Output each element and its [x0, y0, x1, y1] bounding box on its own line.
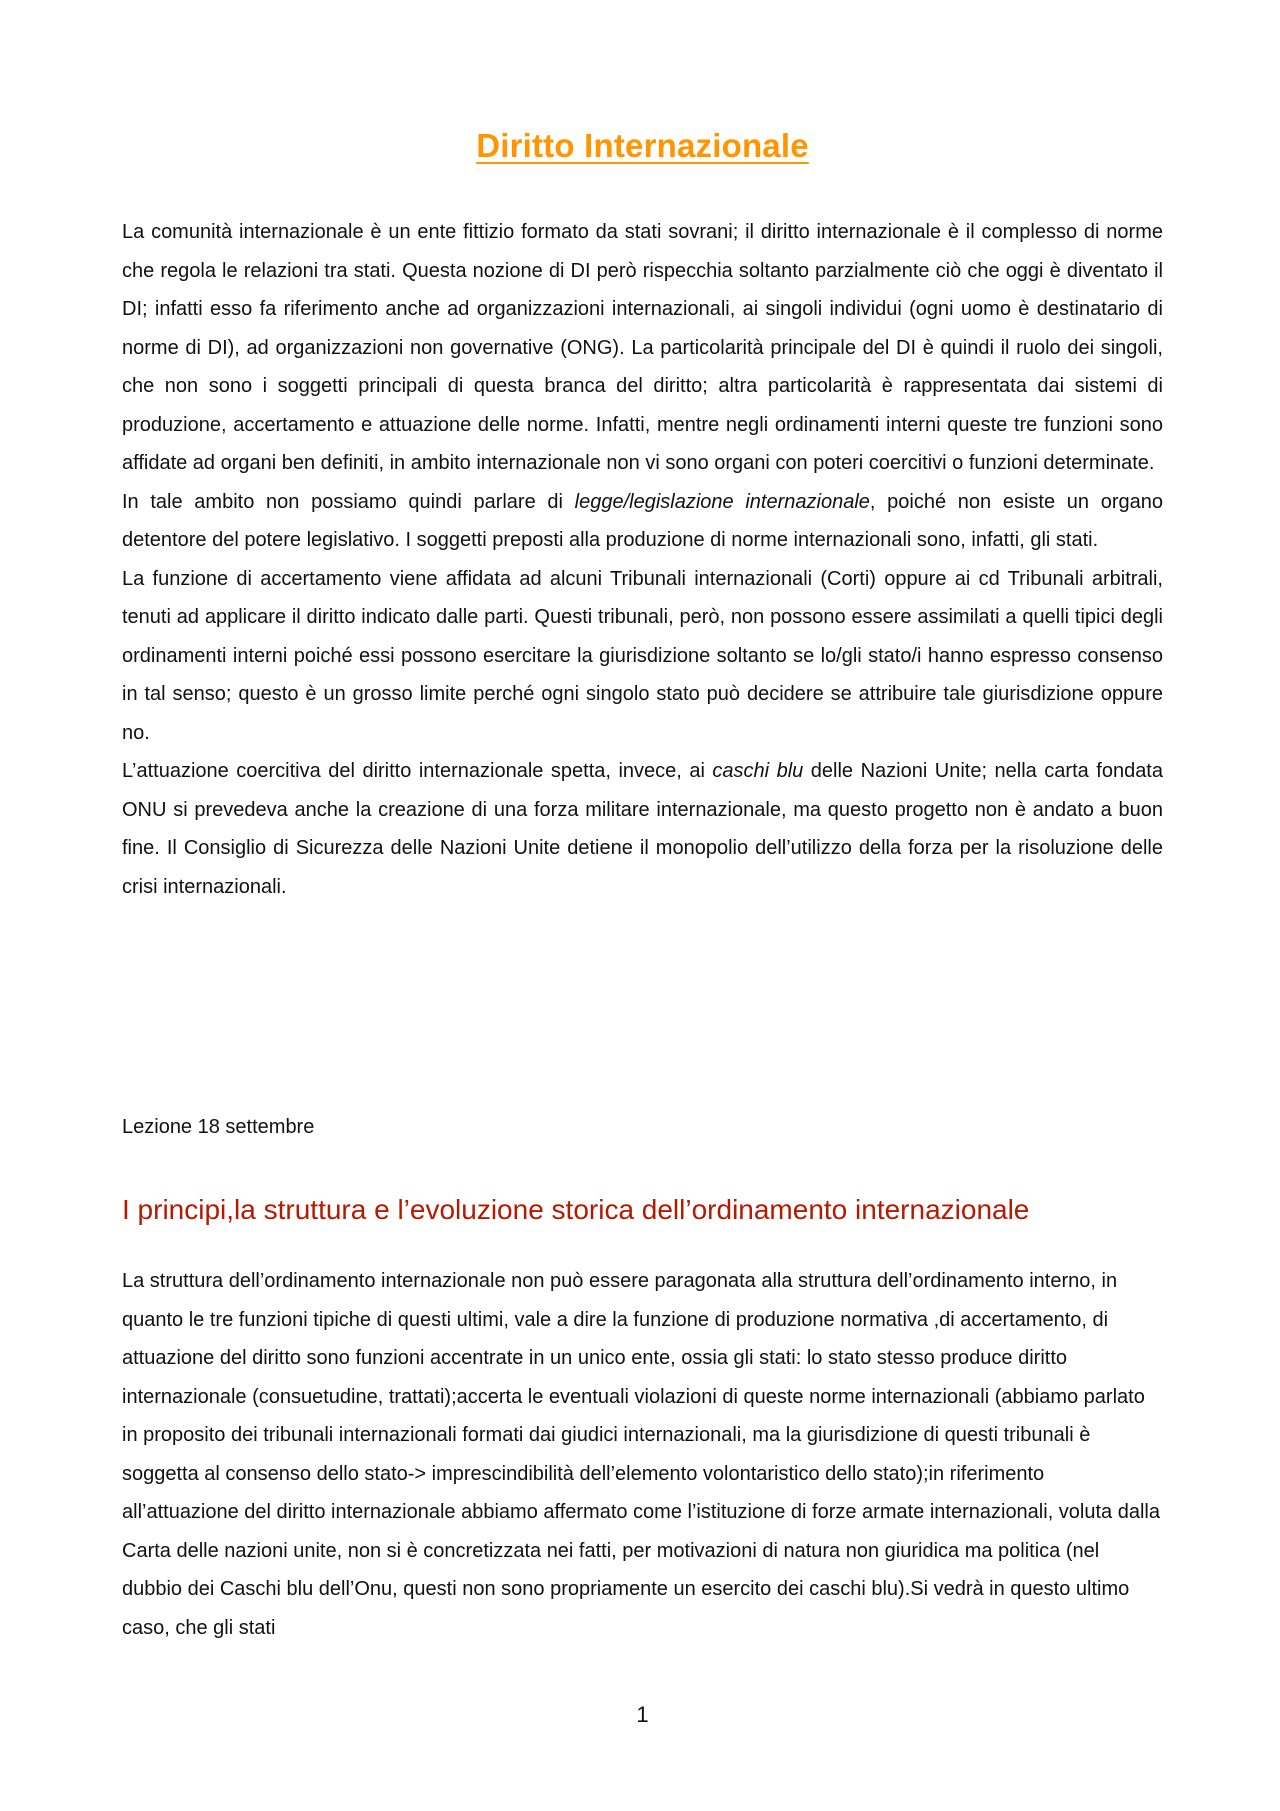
italic-term-legislazione: legge/legislazione internazionale	[574, 490, 870, 513]
intro-paragraph-2	[122, 483, 1163, 560]
text-segment: In tale ambito non possiamo quindi parlare di	[122, 490, 575, 513]
section-body	[122, 1262, 1163, 1647]
section-heading: I principi,la struttura e l’evoluzione storica dell’ordinamento internazionale	[122, 1194, 1030, 1225]
text-segment: La funzione di accertamento viene affidata ad alcuni Tribunali internazionali (Corti) oppure ai cd Tribunali arbitrali, tenuti ad applicare il diritto indicato dalle parti. Questi tribunali, però, non possono essere assimilati a quelli tipici degli ordinamenti interni poiché essi possono esercitare la giurisdizione soltanto se lo/gli stato/i hanno espresso consenso in tal senso; questo è un grosso limite perché ogni singolo stato può decidere se attribuire tale giurisdizione oppure no.	[122, 567, 1163, 744]
document-title: Diritto Internazionale	[476, 127, 809, 164]
intro-section	[122, 213, 1163, 906]
lesson-date: Lezione 18 settembre	[122, 1116, 315, 1138]
intro-paragraph-3	[122, 560, 1163, 753]
section-paragraph-1: La struttura dell’ordinamento internazionale non può essere paragonata alla struttura dell’ordinamento interno, in quanto le tre funzioni tipiche di questi ultimi, vale a dire la funzione di produzione normativa ,di accertamento, di attuazione del diritto sono funzioni accentrate in un unico ente, ossia gli stati: lo stato stesso produce diritto internazionale (consuetudine, trattati);accerta le eventuali violazioni di queste norme internazionali (abbiamo parlato in proposito dei tribunali internazionali formati dai giudici internazionali, ma la giurisdizione di questi tribunali è soggetta al consenso dello stato-> imprescindibilità dell’elemento volontaristico dello stato);in riferimento all’attuazione del diritto internazionale abbiamo affermato come l’istituzione di forze armate internazionali, voluta dalla Carta delle nazioni unite, non si è concretizzata nei fatti, per motivazioni di natura non giuridica ma politica (nel dubbio dei Caschi blu dell’Onu, questi non sono propriamente un esercito dei caschi blu).Si vedrà in questo ultimo caso, che gli stati	[122, 1270, 1160, 1639]
italic-term-caschi-blu: caschi blu	[712, 760, 804, 782]
intro-paragraph-1	[122, 213, 1163, 483]
text-segment: delle Nazioni Unite; nella carta fondata ONU si prevedeva anche la creazione di una forza militare internazionale, ma questo progetto non è andato a buon fine. Il Consiglio di Sicurezza delle Nazioni Unite detiene il monopolio dell’utilizzo della forza per la risoluzione delle crisi internazionali.	[122, 760, 1163, 898]
page-number: 1	[636, 1702, 649, 1727]
text-segment: L’attuazione coercitiva del diritto internazionale spetta, invece, ai	[122, 760, 713, 782]
intro-paragraph-4	[122, 752, 1163, 906]
text-segment: , poiché non esiste un organo detentore del potere legislativo. I soggetti preposti alla produzione di norme internazionali sono, infatti, gli stati.	[122, 490, 1163, 551]
text-segment: La comunità internazionale è un ente fittizio formato da stati sovrani; il diritto internazionale è il complesso di norme che regola le relazioni tra stati. Questa nozione di DI però rispecchia soltanto parzialmente ciò che oggi è diventato il DI; infatti esso fa riferimento anche ad organizzazioni internazionali, ai singoli individui (ogni uomo è destinatario di norme di DI), ad organizzazioni non governative (ONG). La particolarità principale del DI è quindi il ruolo dei singoli, che non sono i soggetti principali di questa branca del diritto; altra particolarità è rappresentata dai sistemi di produzione, accertamento e attuazione delle norme. Infatti, mentre negli ordinamenti interni queste tre funzioni sono affidate ad organi ben definiti, in ambito internazionale non vi sono organi con poteri coercitivi o funzioni determinate.	[122, 221, 1163, 474]
